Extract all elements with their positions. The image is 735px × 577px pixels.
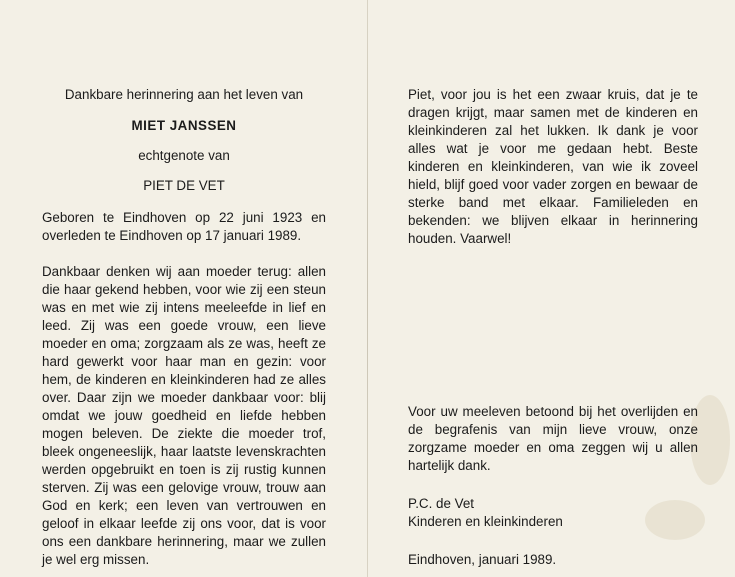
spouse-name: PIET DE VET [143,178,225,193]
thanks-text: Voor uw meeleven betoond bij het overlijden en de begrafenis van mijn lieve vrouw, onze zorgzame moeder en oma zeggen wij u allen hartelijk dank. [408,404,698,473]
intro-line: Dankbare herinnering aan het leven van [64,87,304,102]
signature-name: P.C. de Vet [408,496,475,511]
farewell-text: Piet, voor jou is het een zwaar kruis, dat je te dragen krijgt, maar samen met de kinderen en kleinkinderen zal het lukken. Ik dank je voor alles wat je voor me gedaan hebt. Beste kinderen en kleinkinderen, van wie ik zoveel hield, blijf goed voor vader zorgen en bewaar de sterke band met elkaar. Familieleden en bekenden: we blijven elkaar in herinnering houden. Vaarwel! [408,87,698,246]
card-fold [367,0,368,577]
birth-death-text: Geboren te Eindhoven op 22 juni 1923 en overleden te Eindhoven op 17 januari 1989. [42,210,326,243]
right-panel-thanks [408,403,698,569]
memorial-text: Dankbaar denken wij aan moeder terug: allen die haar gekend hebben, voor wie zij een steun was en met wie zij intens meeleefde in lief en leed. Zij was een goede vrouw, een lieve moeder en oma; zorgzaam als ze was, heeft ze hard gewerkt voor haar man en gezin: voor hem, de kinderen en kleinkinderen had ze alles over. Daar zijn we moeder dankbaar voor: blij omdat we jouw goedheid en liefde hebben mogen beleven. De ziekte die moeder trof, bleek ongeneeslijk, haar laatste levenskrachten werden opgebruikt en toen is zij rustig kunnen sterven. Zij was een gelovige vrouw, trouw aan God en kerk; een leven van vertrouwen en geloof in elkaar leefde zij ons voor, dat is voor ons een dankbare herinnering, maar we zullen je wel erg missen. [42,264,326,567]
left-panel [42,86,326,569]
deceased-name: MIET JANSSEN [131,118,237,133]
place-date: Eindhoven, januari 1989. [408,552,557,567]
right-panel-farewell [408,86,698,248]
signature-family: Kinderen en kleinkinderen [408,514,563,529]
relation-line: echtgenote van [138,148,230,163]
